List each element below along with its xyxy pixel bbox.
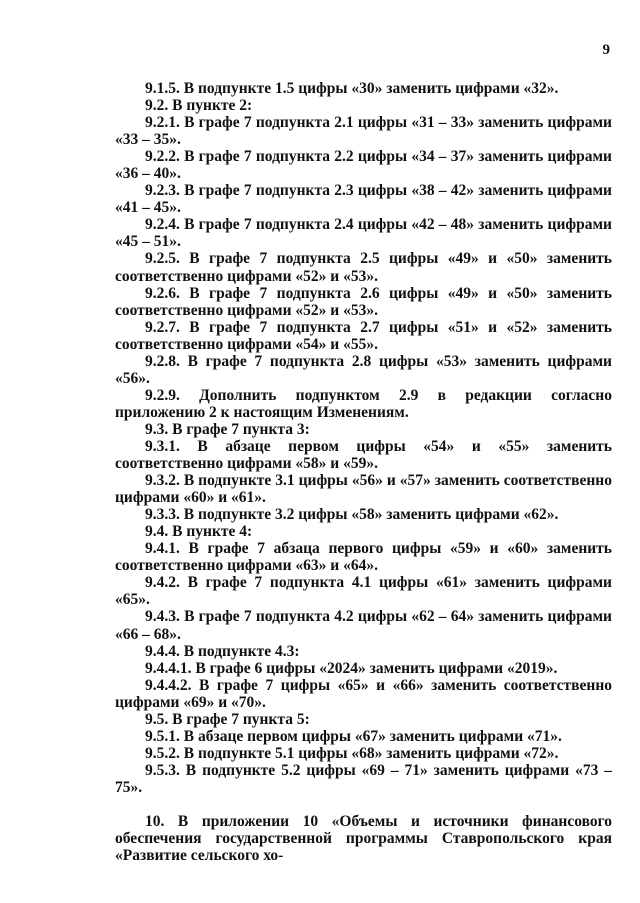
document-body [115,80,612,864]
paragraph-9-4-1: 9.4.1. В графе 7 абзаца первого цифры «59» и «60» заменить соответственно цифрами «63» и «64». [115,540,612,575]
paragraph-10: 10. В приложении 10 «Объемы и источники финансового обеспечения государственной программы Ставропольского края «Развитие сельского хо- [115,812,612,865]
page-number: 9 [602,42,610,58]
paragraph-9-2-9: 9.2.9. Дополнить подпунктом 2.9 в редакции согласно приложению 2 к настоящим Изменениям. [115,386,612,421]
paragraph-9-2-5: 9.2.5. В графе 7 подпункта 2.5 цифры «49» и «50» заменить соответственно цифрами «52» и «53». [115,250,612,285]
paragraph-9-5-2: 9.5.2. В подпункте 5.1 цифры «68» заменить цифрами «72». [145,744,559,762]
paragraph-9-4-4: 9.4.4. В подпункте 4.3: [145,642,300,660]
paragraph-9-2: 9.2. В пункте 2: [145,97,253,115]
paragraph-9-5-3: 9.5.3. В подпункте 5.2 цифры «69 – 71» заменить цифрами «73 – 75». [115,761,612,796]
paragraph-9-4: 9.4. В пункте 4: [145,523,253,541]
paragraph-9-2-2: 9.2.2. В графе 7 подпункта 2.2 цифры «34 – 37» заменить цифрами «36 – 40». [115,148,612,183]
paragraph-9-2-6: 9.2.6. В графе 7 подпункта 2.6 цифры «49» и «50» заменить соответственно цифрами «52» и «53». [115,284,612,319]
paragraph-9-4-2: 9.4.2. В графе 7 подпункта 4.1 цифры «61» заменить цифрами «65». [115,574,612,609]
paragraph-9-4-4-2: 9.4.4.2. В графе 7 цифры «65» и «66» заменить соответственно цифрами «69» и «70». [115,676,612,711]
paragraph-9-5-1: 9.5.1. В абзаце первом цифры «67» заменить цифрами «71». [145,727,562,745]
paragraph-9-3-1: 9.3.1. В абзаце первом цифры «54» и «55» заменить соответственно цифрами «58» и «59». [115,437,612,473]
paragraph-9-2-7: 9.2.7. В графе 7 подпункта 2.7 цифры «51» и «52» заменить соответственно цифрами «54» и «55». [115,318,612,353]
paragraph-9-3-3: 9.3.3. В подпункте 3.2 цифры «58» заменить цифрами «62». [145,506,559,524]
paragraph-9-2-3: 9.2.3. В графе 7 подпункта 2.3 цифры «38 – 42» заменить цифрами «41 – 45». [115,182,612,217]
paragraph-9-2-1: 9.2.1. В графе 7 подпункта 2.1 цифры «31 – 33» заменить цифрами «33 – 35». [115,114,612,149]
paragraph-9-2-8: 9.2.8. В графе 7 подпункта 2.8 цифры «53» заменить цифрами «56». [115,352,612,387]
paragraph-9-3: 9.3. В графе 7 пункта 3: [145,420,310,438]
paragraph-9-2-4: 9.2.4. В графе 7 подпункта 2.4 цифры «42 – 48» заменить цифрами «45 – 51». [115,216,612,251]
paragraph-9-1-5: 9.1.5. В подпункте 1.5 цифры «30» заменить цифрами «32». [145,80,559,97]
paragraph-9-4-3: 9.4.3. В графе 7 подпункта 4.2 цифры «62 – 64» заменить цифрами «66 – 68». [115,608,612,643]
paragraph-9-5: 9.5. В графе 7 пункта 5: [145,710,310,728]
paragraph-9-3-2: 9.3.2. В подпункте 3.1 цифры «56» и «57» заменить соответственно цифрами «60» и «61». [115,472,612,507]
paragraph-9-4-4-1: 9.4.4.1. В графе 6 цифры «2024» заменить цифрами «2019». [145,659,558,677]
